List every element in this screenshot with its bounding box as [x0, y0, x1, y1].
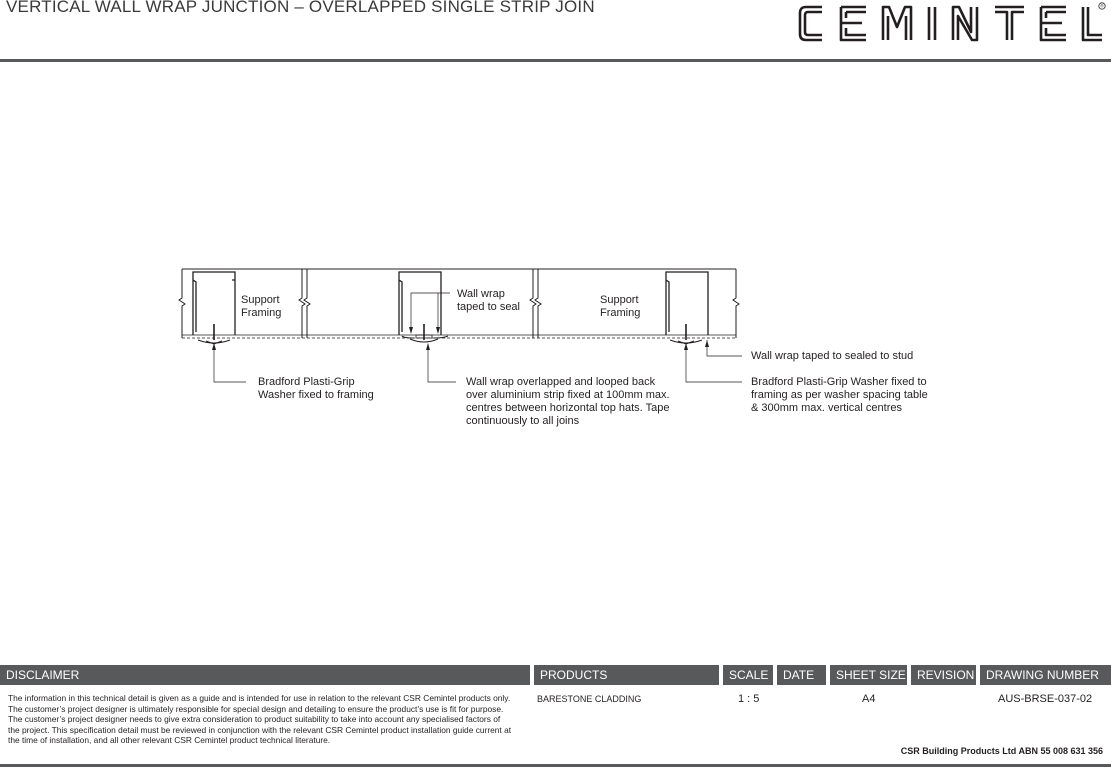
- break-line-1: [299, 269, 310, 338]
- label-bradford-left: Bradford Plasti-Grip Washer fixed to framing: [258, 376, 374, 401]
- leader-wrap-overlap: [428, 350, 456, 382]
- label-support-framing-left: Support Framing: [241, 294, 282, 319]
- junction-detail-drawing: [0, 62, 1111, 662]
- washer-right: [670, 324, 702, 344]
- drawing-number-value: AUS-BRSE-037-02: [998, 693, 1093, 705]
- label-wall-wrap-taped: Wall wrap taped to seal: [457, 288, 520, 313]
- registered-mark: ®: [1100, 3, 1104, 9]
- break-line-left-end: [179, 269, 185, 338]
- scale-value: 1 : 5: [738, 693, 760, 705]
- products-value: BARESTONE CLADDING: [537, 694, 642, 704]
- footer-divider: [0, 764, 1111, 767]
- label-support-framing-right: Support Framing: [600, 294, 641, 319]
- break-line-2: [530, 269, 541, 338]
- leader-bradford-right: [686, 350, 742, 382]
- leader-bradford-left: [214, 350, 246, 382]
- label-wall-wrap-overlapped: Wall wrap overlapped and looped back over aluminium strip fixed at 100mm max. centres between horizontal top hats. Tape continuously to all joins: [466, 376, 670, 427]
- sheet-size-value: A4: [862, 693, 876, 705]
- scale-header: SCALE: [723, 665, 773, 685]
- sheet-size-header: SHEET SIZE: [830, 665, 907, 685]
- drawing-title: VERTICAL WALL WRAP JUNCTION – OVERLAPPED SINGLE STRIP JOIN: [6, 0, 595, 16]
- revision-header: REVISION: [911, 665, 976, 685]
- disclaimer-text: The information in this technical detail is given as a guide and is intended for use in relation to the relevant CSR Cemintel products only. The customer’s project designer is ultimately responsible for special design and detailing to ensure the product’s use is fit for purpose. The customer’s project designer needs to give extra consideration to product suitability to take into account any specialised factors of the project. This specification detail must be reviewed in conjunction with the relevant CSR Cemintel product installation guide current at the time of installation, and all other relevant CSR Cemintel product technical literature.: [8, 693, 512, 746]
- leader-wrap-taped-a: [411, 293, 450, 329]
- stud-centre: [399, 272, 441, 335]
- drawing-number-header: DRAWING NUMBER: [980, 665, 1111, 685]
- company-abn: CSR Building Products Ltd ABN 55 008 631 356: [900, 746, 1103, 756]
- washer-left: [198, 324, 230, 344]
- stud-right: [666, 272, 708, 335]
- cemintel-logo: [796, 2, 1108, 46]
- products-header: PRODUCTS: [534, 665, 719, 685]
- label-bradford-right: Bradford Plasti-Grip Washer fixed to framing as per washer spacing table & 300mm max. vertical centres: [751, 376, 928, 414]
- label-wall-wrap-sealed-stud: Wall wrap taped to sealed to stud: [751, 350, 914, 362]
- disclaimer-header: DISCLAIMER: [0, 665, 530, 685]
- break-line-right-end: [733, 269, 739, 338]
- leader-arrowheads: [212, 327, 709, 350]
- leader-wrap-sealed-stud: [707, 340, 742, 356]
- date-header: DATE: [777, 665, 826, 685]
